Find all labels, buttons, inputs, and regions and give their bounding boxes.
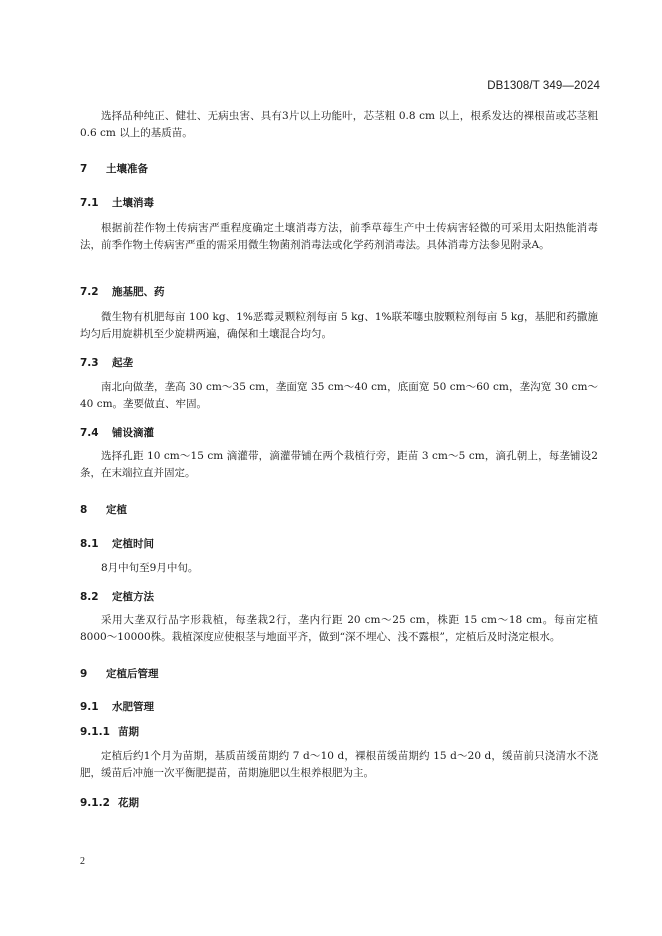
page-number: 2 bbox=[80, 856, 85, 867]
section-title: 水肥管理 bbox=[112, 701, 154, 713]
planting-method-paragraph: 采用大垄双行品字形栽植，每垄栽2行，垄内行距 20 cm～25 cm，株距 15 cm～18 cm。每亩定植 8000～10000株。栽植深度应使根茎与地面平齐，做到“深不埋心、浅不露根”，定植后及时浇定根水。 bbox=[80, 614, 598, 643]
section-number: 7.4 bbox=[80, 427, 99, 439]
section-title: 定植 bbox=[106, 504, 127, 516]
section-8-2-heading bbox=[80, 589, 154, 604]
section-title: 定植后管理 bbox=[106, 668, 159, 680]
section-7-3-heading bbox=[80, 355, 133, 370]
drip-irrigation-paragraph: 选择孔距 10 cm～15 cm 滴灌带，滴灌带铺在两个栽植行旁，距苗 3 cm～5 cm，滴孔朝上，每垄铺设2条，在末端拉直并固定。 bbox=[80, 450, 598, 479]
section-9-1-heading bbox=[80, 699, 154, 714]
section-title: 定植方法 bbox=[112, 591, 154, 603]
soil-disinfection-paragraph: 根据前茬作物土传病害严重程度确定土壤消毒方法，前季草莓生产中土传病害轻微的可采用太阳热能消毒法，前季作物土传病害严重的需采用微生物菌剂消毒法或化学药剂消毒法。具体消毒方法参见附录A。 bbox=[80, 222, 598, 251]
section-number: 8.1 bbox=[80, 538, 99, 550]
section-title: 花期 bbox=[118, 797, 139, 809]
section-9-1-1-heading bbox=[80, 724, 139, 739]
section-title: 定植时间 bbox=[112, 538, 154, 550]
section-7-2-heading bbox=[80, 284, 165, 299]
seedling-selection-paragraph: 选择品种纯正、健壮、无病虫害、具有3片以上功能叶，芯茎粗 0.8 cm 以上，根系发达的裸根苗或芯茎粗 0.6 cm 以上的基质苗。 bbox=[80, 110, 598, 139]
section-title: 施基肥、药 bbox=[112, 286, 165, 298]
section-title: 土壤准备 bbox=[106, 163, 148, 175]
section-number: 7.2 bbox=[80, 286, 99, 298]
section-number: 9 bbox=[80, 668, 88, 680]
document-id-header: DB1308/T 349—2024 bbox=[487, 80, 600, 92]
section-number: 8 bbox=[80, 504, 88, 516]
ridge-making-paragraph: 南北向做垄，垄高 30 cm～35 cm，垄面宽 35 cm～40 cm，底面宽 50 cm～60 cm，垄沟宽 30 cm～40 cm。垄要做直、牢固。 bbox=[80, 381, 598, 410]
section-title: 铺设滴灌 bbox=[112, 427, 154, 439]
planting-time-paragraph: 8月中旬至9月中旬。 bbox=[101, 562, 199, 574]
seedling-stage-paragraph: 定植后约1个月为苗期，基质苗缓苗期约 7 d～10 d，裸根苗缓苗期约 15 d～20 d，缓苗前只浇清水不浇肥，缓苗后冲施一次平衡肥提苗，苗期施肥以生根养根肥为主。 bbox=[80, 750, 598, 779]
section-7-4-heading bbox=[80, 425, 154, 440]
section-8-heading bbox=[80, 502, 127, 517]
section-number: 7.3 bbox=[80, 357, 99, 369]
section-number: 7 bbox=[80, 163, 88, 175]
section-7-1-heading bbox=[80, 195, 154, 210]
section-title: 苗期 bbox=[118, 726, 139, 738]
base-fertilizer-paragraph: 微生物有机肥每亩 100 kg、1%恶霉灵颗粒剂每亩 5 kg、1%联苯噻虫胺颗粒剂每亩 5 kg，基肥和药撒施均匀后用旋耕机至少旋耕两遍，确保和土壤混合均匀。 bbox=[80, 311, 598, 340]
section-9-1-2-heading bbox=[80, 795, 139, 810]
section-number: 9.1.2 bbox=[80, 797, 110, 809]
section-8-1-heading bbox=[80, 536, 154, 551]
section-title: 起垄 bbox=[112, 357, 133, 369]
section-9-heading bbox=[80, 666, 159, 681]
section-number: 8.2 bbox=[80, 591, 99, 603]
section-number: 9.1.1 bbox=[80, 726, 110, 738]
section-title: 土壤消毒 bbox=[112, 197, 154, 209]
section-7-heading bbox=[80, 161, 148, 176]
section-number: 9.1 bbox=[80, 701, 99, 713]
section-number: 7.1 bbox=[80, 197, 99, 209]
